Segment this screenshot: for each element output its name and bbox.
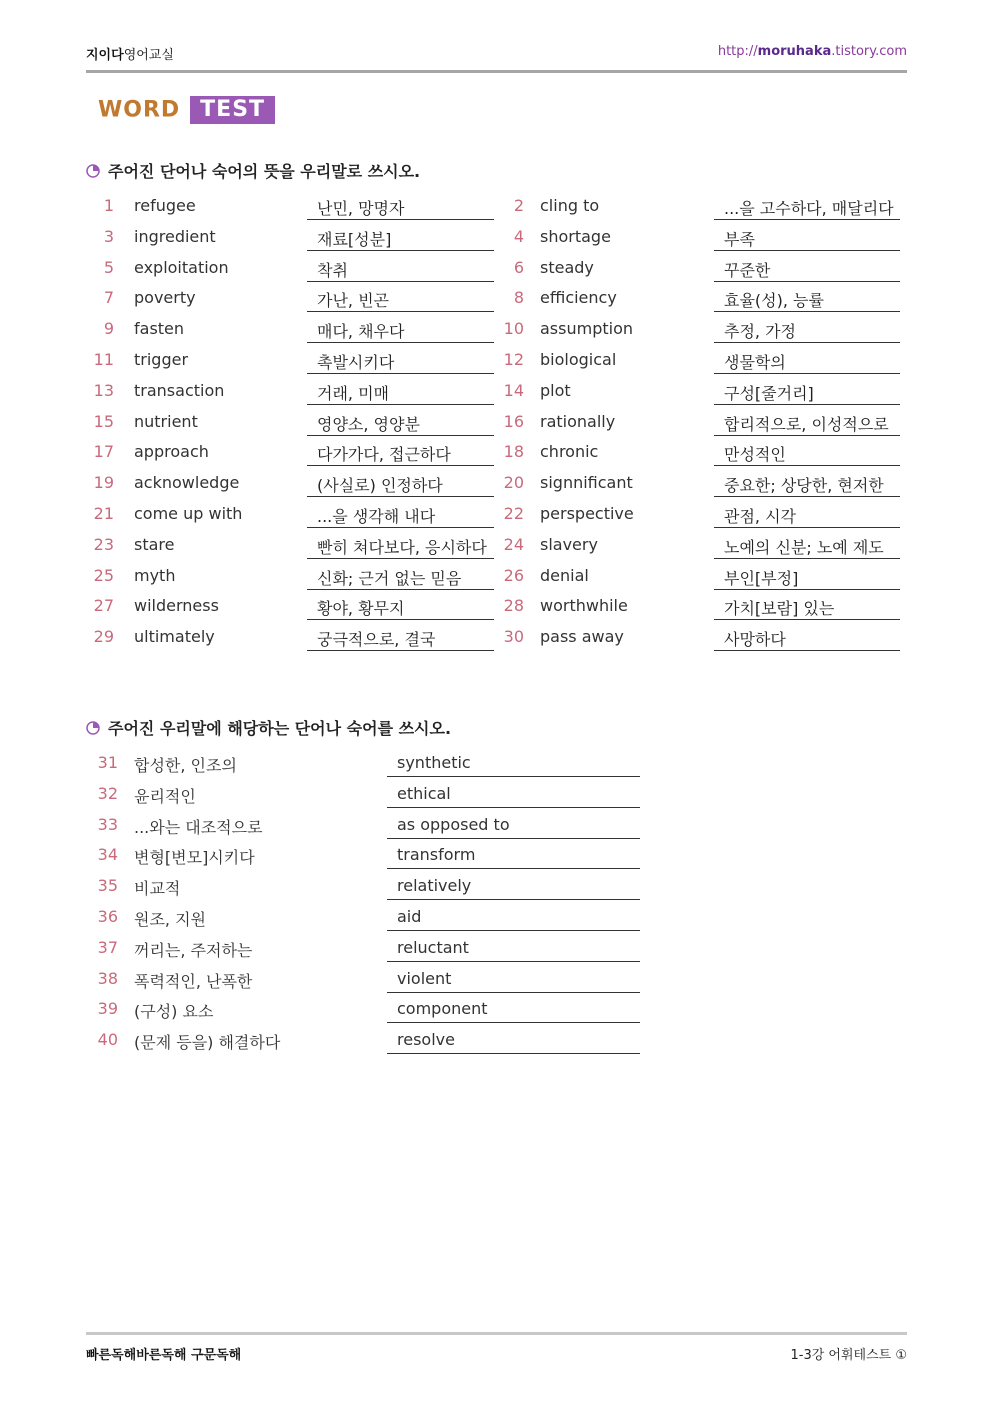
table-row <box>86 901 686 932</box>
answer-field[interactable]: as opposed to <box>387 815 640 839</box>
question-word: come up with <box>134 503 243 523</box>
answer-field[interactable]: 부족 <box>714 227 900 251</box>
site-url-bold: moruhaka <box>757 44 832 59</box>
question-number: 25 <box>93 565 114 585</box>
question-korean: 원조, 지원 <box>134 909 206 929</box>
question-word: rationally <box>540 411 616 431</box>
question-number: 23 <box>93 534 114 554</box>
answer-field[interactable]: ethical <box>387 784 640 808</box>
question-korean: (문제 등을) 해결하다 <box>134 1033 281 1053</box>
question-word: acknowledge <box>134 473 240 493</box>
answer-field[interactable]: relatively <box>387 876 640 900</box>
question-number: 22 <box>503 503 524 523</box>
question-number: 9 <box>103 319 114 339</box>
question-korean: ...와는 대조적으로 <box>134 817 263 837</box>
question-word: poverty <box>134 288 196 308</box>
answer-field[interactable]: 효율(성), 능률 <box>714 288 900 312</box>
answer-field[interactable]: 만성적인 <box>714 442 900 466</box>
question-number: 11 <box>93 349 114 369</box>
answer-field[interactable]: 신화; 근거 없는 믿음 <box>307 566 494 590</box>
brand-name-bold: 지이다 <box>86 48 124 63</box>
question-number: 32 <box>97 783 118 803</box>
table-row <box>86 932 686 963</box>
question-word: refugee <box>134 196 196 215</box>
answer-field[interactable]: 생물학의 <box>714 350 900 374</box>
question-korean: 윤리적인 <box>134 786 196 806</box>
question-number: 4 <box>513 226 524 246</box>
table-row <box>86 436 907 467</box>
table-row <box>86 778 686 809</box>
question-number: 40 <box>97 1030 118 1050</box>
question-number: 28 <box>503 596 524 616</box>
question-word: pass away <box>540 627 624 647</box>
question-number: 6 <box>513 257 524 277</box>
question-number: 13 <box>93 380 114 400</box>
pie-bullet-icon <box>86 164 100 178</box>
question-number: 17 <box>93 442 114 462</box>
table-row <box>86 1024 686 1055</box>
question-number: 37 <box>97 937 118 957</box>
question-word: assumption <box>540 319 634 339</box>
question-number: 16 <box>503 411 524 431</box>
answer-field[interactable]: 빤히 쳐다보다, 응시하다 <box>307 535 494 559</box>
table-row <box>86 344 907 375</box>
question-number: 34 <box>97 845 118 865</box>
table-row <box>86 221 907 252</box>
question-word: stare <box>134 534 175 554</box>
answer-field[interactable]: 관점, 시각 <box>714 504 900 528</box>
question-word: perspective <box>540 503 634 523</box>
question-number: 35 <box>97 876 118 896</box>
question-word: exploitation <box>134 257 229 277</box>
question-number: 26 <box>503 565 524 585</box>
answer-field[interactable]: 매다, 채우다 <box>307 319 494 343</box>
title-word: WORD <box>98 97 181 123</box>
question-number: 39 <box>97 999 118 1019</box>
question-korean: 꺼리는, 주저하는 <box>134 940 253 960</box>
question-number: 20 <box>503 473 524 493</box>
question-number: 19 <box>93 473 114 493</box>
answer-field[interactable]: 거래, 미매 <box>307 381 494 405</box>
answer-field[interactable]: 중요한; 상당한, 현저한 <box>714 473 900 497</box>
question-number: 8 <box>513 288 524 308</box>
answer-field[interactable]: reluctant <box>387 938 640 962</box>
answer-field[interactable]: synthetic <box>387 753 640 777</box>
question-number: 2 <box>513 196 524 215</box>
question-word: trigger <box>134 349 189 369</box>
footer-page-label: 1-3강 어휘테스트 ① <box>790 1348 907 1363</box>
answer-field[interactable]: (사실로) 인정하다 <box>307 473 494 497</box>
answer-field[interactable]: 황야, 황무지 <box>307 596 494 620</box>
table-row <box>86 498 907 529</box>
question-number: 3 <box>103 226 114 246</box>
question-number: 10 <box>503 319 524 339</box>
question-word: shortage <box>540 226 611 246</box>
question-number: 15 <box>93 411 114 431</box>
answer-field[interactable]: 부인[부정] <box>714 566 900 590</box>
question-korean: 합성한, 인조의 <box>134 756 237 775</box>
table-row <box>86 375 907 406</box>
question-number: 12 <box>503 349 524 369</box>
site-url-link[interactable] <box>718 44 907 59</box>
footer-book-title: 빠른독해바른독해 구문독해 <box>86 1348 242 1363</box>
answer-field[interactable]: 사망하다 <box>714 627 900 651</box>
page-title <box>98 96 275 126</box>
question-number: 7 <box>103 288 114 308</box>
answer-field[interactable]: ...을 생각해 내다 <box>307 504 494 528</box>
answer-field[interactable]: 궁극적으로, 결국 <box>307 627 494 651</box>
table-row <box>86 993 686 1024</box>
question-korean: 변형[변모]시키다 <box>134 848 255 868</box>
question-word: cling to <box>540 196 600 215</box>
question-word: transaction <box>134 380 225 400</box>
answer-field[interactable]: 영양소, 영양분 <box>307 412 494 436</box>
answer-field[interactable]: 재료[성분] <box>307 227 494 251</box>
question-word: nutrient <box>134 411 198 431</box>
question-korean: 비교적 <box>134 879 181 899</box>
table-row <box>86 560 907 591</box>
answer-field[interactable]: 구성[줄거리] <box>714 381 900 405</box>
table-row <box>86 747 686 778</box>
answer-field[interactable]: 난민, 망명자 <box>307 196 494 220</box>
question-word: myth <box>134 565 176 585</box>
answer-field[interactable]: transform <box>387 845 640 869</box>
table-row <box>86 313 907 344</box>
question-korean: 폭력적인, 난폭한 <box>134 971 253 991</box>
table-row <box>86 282 907 313</box>
table-row <box>86 467 907 498</box>
answer-field[interactable]: 촉발시키다 <box>307 350 494 374</box>
site-url-prefix: http:// <box>717 44 758 59</box>
question-number: 33 <box>97 814 118 834</box>
answer-field[interactable]: component <box>387 999 640 1023</box>
footer-divider <box>86 1332 907 1335</box>
table-row <box>86 621 907 652</box>
question-word: ultimately <box>134 627 215 647</box>
question-number: 1 <box>103 196 114 215</box>
answer-field[interactable]: 합리적으로, 이성적으로 <box>714 412 900 436</box>
table-row <box>86 963 686 994</box>
table-row <box>86 590 907 621</box>
site-url-suffix: .tistory.com <box>831 44 907 59</box>
answer-field[interactable]: 노예의 신분; 노예 제도 <box>714 535 900 559</box>
answer-field[interactable]: violent <box>387 969 640 993</box>
pie-bullet-icon <box>86 721 100 735</box>
question-number: 24 <box>503 534 524 554</box>
question-number: 31 <box>97 753 118 772</box>
section1-heading <box>86 159 420 182</box>
page-footer <box>86 1344 907 1364</box>
table-row <box>86 190 907 221</box>
section2-heading <box>86 716 451 739</box>
answer-field[interactable]: 추정, 가정 <box>714 319 900 343</box>
question-number: 30 <box>503 627 524 647</box>
table-row <box>86 529 907 560</box>
answer-field[interactable]: 꾸준한 <box>714 258 900 282</box>
question-number: 5 <box>103 257 114 277</box>
answer-field[interactable]: 다가가다, 접근하다 <box>307 442 494 466</box>
answer-field[interactable]: ...을 고수하다, 매달리다 <box>714 196 900 220</box>
section1-heading-text: 주어진 단어나 숙어의 뜻을 우리말로 쓰시오. <box>108 162 421 181</box>
answer-field[interactable]: aid <box>387 907 640 931</box>
question-word: fasten <box>134 319 185 339</box>
question-word: chronic <box>540 442 599 462</box>
brand-name-rest: 영어교실 <box>123 48 174 63</box>
question-word: steady <box>540 257 594 277</box>
question-word: slavery <box>540 534 598 554</box>
question-word: wilderness <box>134 596 219 616</box>
question-number: 21 <box>93 503 114 523</box>
title-test-badge: TEST <box>190 96 275 124</box>
table-row <box>86 406 907 437</box>
answer-field[interactable]: 착취 <box>307 258 494 282</box>
question-number: 27 <box>93 596 114 616</box>
question-word: denial <box>540 565 589 585</box>
question-word: efficiency <box>540 288 617 308</box>
question-korean: (구성) 요소 <box>134 1002 214 1022</box>
answer-field[interactable]: 가치[보람] 있는 <box>714 596 900 620</box>
question-word: signnificant <box>540 473 633 493</box>
question-number: 18 <box>503 442 524 462</box>
question-number: 38 <box>97 968 118 988</box>
question-number: 29 <box>93 627 114 647</box>
section2-question-table <box>86 747 686 1055</box>
question-number: 36 <box>97 906 118 926</box>
answer-field[interactable]: 가난, 빈곤 <box>307 288 494 312</box>
question-word: worthwhile <box>540 596 628 616</box>
question-word: ingredient <box>134 226 216 246</box>
section2-heading-text: 주어진 우리말에 해당하는 단어나 숙어를 쓰시오. <box>108 719 452 738</box>
header-divider <box>86 70 907 73</box>
table-row <box>86 839 686 870</box>
question-number: 14 <box>503 380 524 400</box>
table-row <box>86 870 686 901</box>
section1-question-table <box>86 190 907 652</box>
table-row <box>86 809 686 840</box>
page-header <box>86 44 907 66</box>
question-word: plot <box>540 380 571 400</box>
answer-field[interactable]: resolve <box>387 1030 640 1054</box>
question-word: biological <box>540 349 617 369</box>
question-word: approach <box>134 442 209 462</box>
table-row <box>86 252 907 283</box>
